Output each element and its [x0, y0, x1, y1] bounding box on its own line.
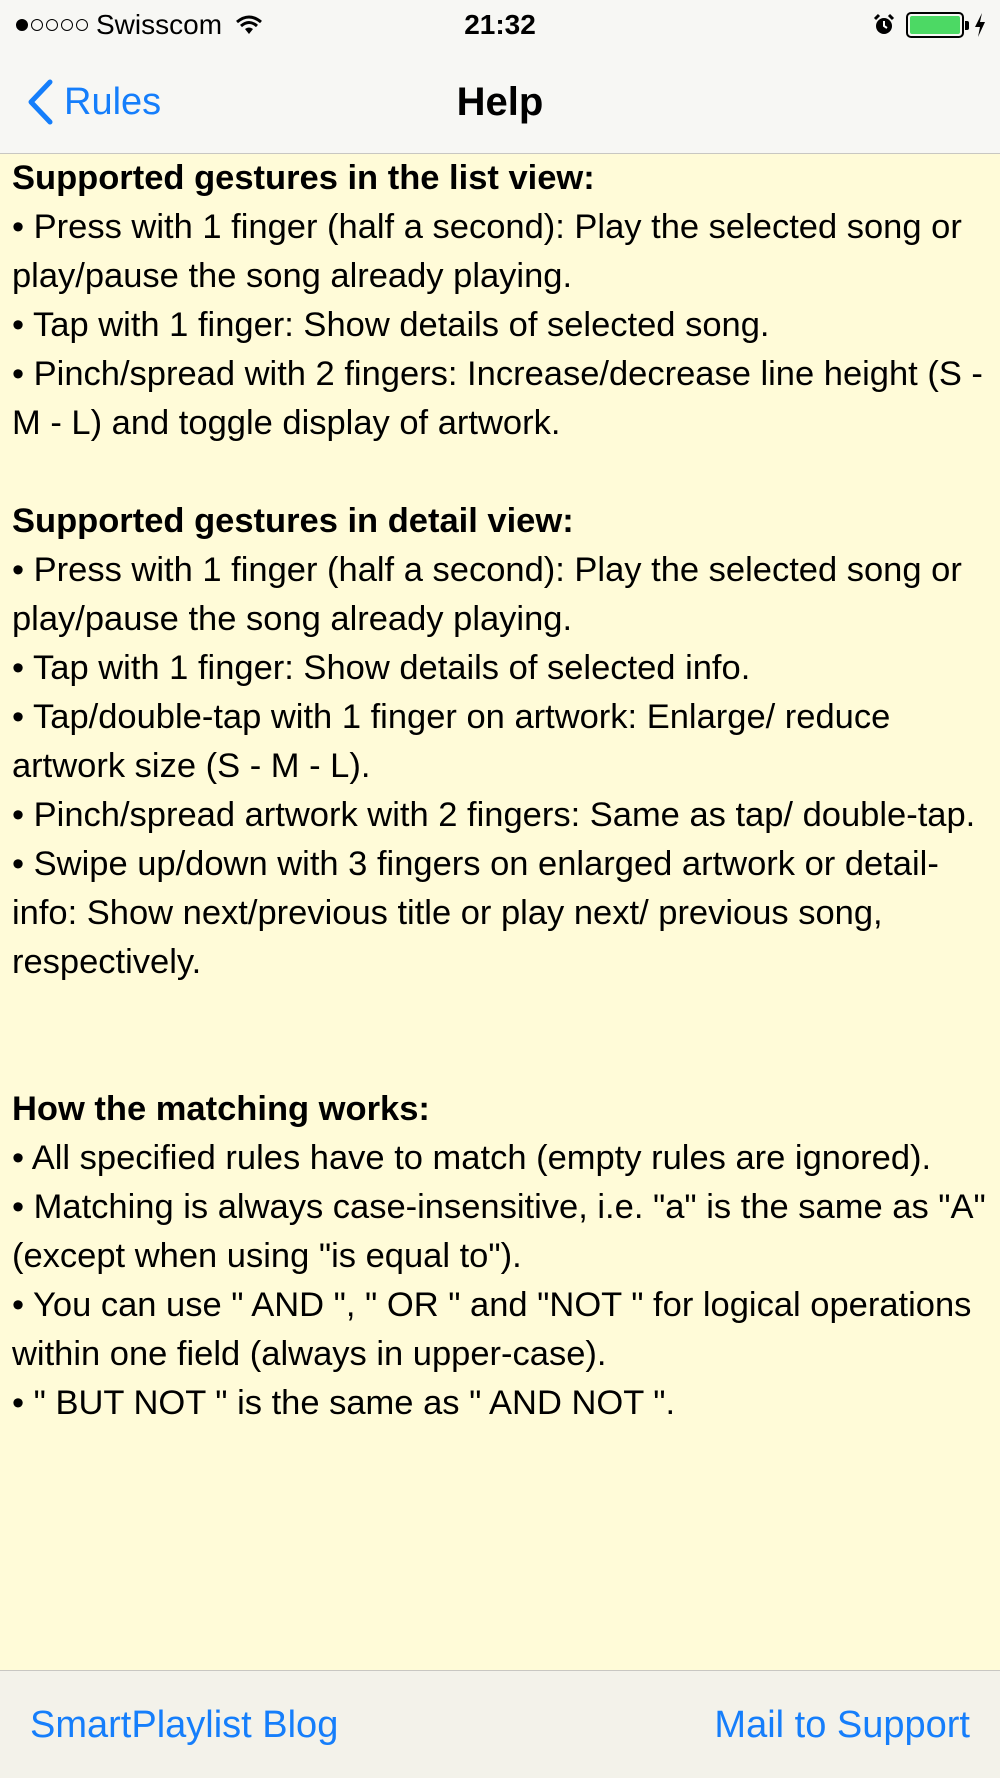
blog-link-button[interactable]: SmartPlaylist Blog: [30, 1704, 339, 1746]
navigation-bar: [0, 50, 1000, 154]
list-item: • Press with 1 finger (half a second): Play the selected song or play/pause the song already playing.: [12, 551, 962, 638]
battery-icon: [906, 12, 964, 38]
battery-fill: [910, 16, 960, 34]
status-bar: [0, 0, 1000, 50]
carrier-name: Swisscom: [96, 9, 223, 40]
section-title: Supported gestures in the list view:: [12, 159, 595, 197]
list-item: • Tap with 1 finger: Show details of selected info.: [12, 649, 751, 687]
list-item: • Swipe up/down with 3 fingers on enlarged artwork or detail-info: Show next/previous title or play next/ previous song, respectively.: [12, 845, 939, 981]
mail-support-button[interactable]: Mail to Support: [714, 1704, 970, 1746]
matching-section: [12, 1085, 992, 1428]
detail-view-section: [12, 497, 992, 987]
list-item: • Press with 1 finger (half a second): Play the selected song or play/pause the song already playing.: [12, 208, 962, 295]
list-view-section: [12, 154, 992, 448]
back-button-label: Rules: [64, 80, 162, 123]
list-item: • Matching is always case-insensitive, i.e. "a" is the same as "A" (except when using "is equal to").: [12, 1188, 986, 1275]
alarm-icon: [872, 13, 896, 37]
section-title: Supported gestures in detail view:: [12, 502, 574, 540]
list-item: • All specified rules have to match (empty rules are ignored).: [12, 1139, 932, 1177]
page-title: Help: [456, 80, 544, 124]
list-item: • Pinch/spread artwork with 2 fingers: Same as tap/ double-tap.: [12, 796, 976, 834]
section-title: How the matching works:: [12, 1090, 430, 1128]
status-time: 21:32: [464, 9, 536, 40]
list-item: • Tap with 1 finger: Show details of selected song.: [12, 306, 770, 344]
status-right: [872, 8, 986, 42]
list-item: • " BUT NOT " is the same as " AND NOT ".: [12, 1384, 676, 1422]
list-item: • You can use " AND ", " OR " and "NOT " for logical operations within one field (always in upper-case).: [12, 1286, 972, 1373]
list-item: • Pinch/spread with 2 fingers: Increase/decrease line height (S - M - L) and toggle display of artwork.: [12, 355, 983, 442]
help-content: [12, 154, 992, 1670]
charging-icon: [974, 13, 986, 37]
bottom-toolbar: [0, 1670, 1000, 1778]
list-item: • Tap/double-tap with 1 finger on artwork: Enlarge/ reduce artwork size (S - M - L).: [12, 698, 891, 785]
